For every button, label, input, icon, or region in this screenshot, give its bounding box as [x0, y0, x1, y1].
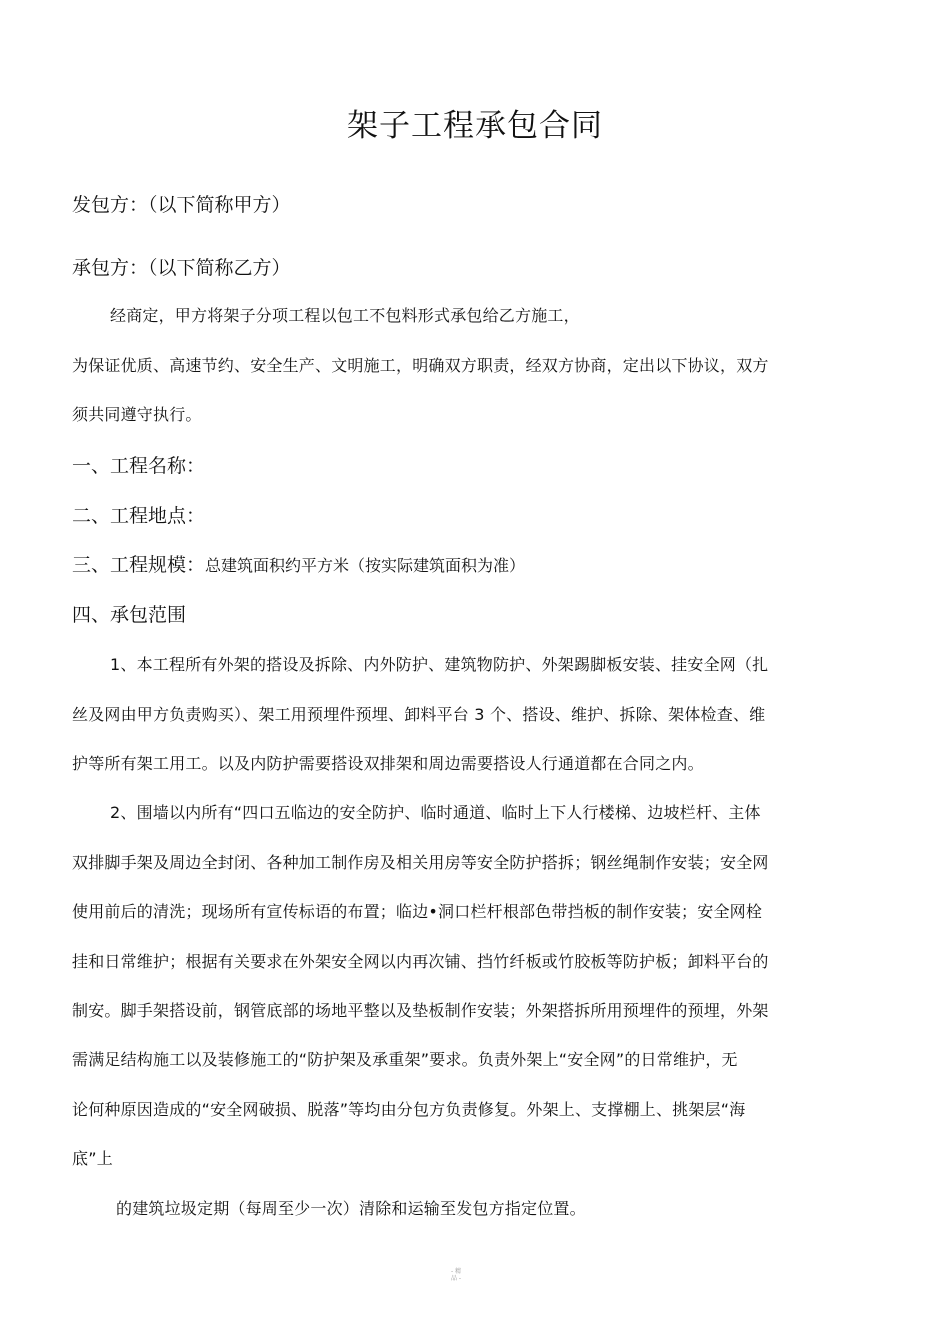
intro-line-3: 须共同遵守执行。 [72, 405, 202, 424]
section-project-scale-text: 总建筑面积约平方米（按实际建筑面积为准） [205, 556, 526, 575]
clause-2-line-1: 2、围墙以内所有“四口五临边的安全防护、临时通道、临时上下人行楼梯、边坡栏杆、主体 [110, 803, 761, 822]
section-project-name: 一、工程名称： [72, 455, 206, 477]
clause-2-line-9: 的建筑垃圾定期（每周至少一次）清除和运输至发包方指定位置。 [116, 1199, 586, 1218]
party-b-line: 承包方：（以下简称乙方） [72, 257, 291, 279]
section-project-scale-label: 三、工程规模： [72, 554, 206, 576]
clause-1-line-3: 护等所有架工用工。以及内防护需要搭设双排架和周边需要搭设人行通道都在合同之内。 [72, 754, 704, 773]
clause-2-line-7: 论何种原因造成的“安全网破损、脱落”等均由分包方负责修复。外架上、支撑棚上、挑架层“海 [72, 1100, 746, 1119]
intro-line-1: 经商定，甲方将架子分项工程以包工不包料形式承包给乙方施工， [110, 306, 580, 325]
section-project-location: 二、工程地点： [72, 505, 206, 527]
clause-2-line-4: 挂和日常维护；根据有关要求在外架安全网以内再次铺、挡竹纤板或竹胶板等防护板；卸料平台的 [72, 952, 769, 971]
page-title: 架子工程承包合同 [347, 108, 603, 144]
section-project-scale [72, 550, 525, 577]
party-a-line: 发包方：（以下简称甲方） [72, 194, 291, 216]
clause-1-line-2: 丝及网由甲方负责购买）、架工用预埋件预埋、卸料平台 3 个、搭设、维护、拆除、架体检查、维 [72, 705, 766, 724]
clause-2-line-8: 底”上 [72, 1149, 113, 1168]
clause-2-line-3: 使用前后的清洗；现场所有宣传标语的布置；临边•洞口栏杆根部色带挡板的制作安装；安全网栓 [72, 902, 763, 921]
clause-2-line-6: 需满足结构施工以及装修施工的“防护架及承重架”要求。负责外架上“安全网”的日常维护，无 [72, 1050, 738, 1069]
clause-2-line-2: 双排脚手架及周边全封闭、各种加工制作房及相关用房等安全防护搭拆；钢丝绳制作安装；安全网 [72, 853, 769, 872]
clause-1-line-1: 1、本工程所有外架的搭设及拆除、内外防护、建筑物防护、外架踢脚板安装、挂安全网（扎 [110, 655, 769, 674]
footer-mark-top: - 精 [450, 1268, 462, 1275]
page-footer-mark [448, 1268, 464, 1282]
section-contract-scope: 四、承包范围 [72, 604, 187, 626]
clause-2-line-5: 制安。脚手架搭设前，钢管底部的场地平整以及垫板制作安装；外架搭拆所用预埋件的预埋，外架 [72, 1001, 769, 1020]
footer-mark-bottom: 品 - [450, 1275, 462, 1282]
intro-line-2: 为保证优质、高速节约、安全生产、文明施工，明确双方职责，经双方协商，定出以下协议，双方 [72, 356, 769, 375]
